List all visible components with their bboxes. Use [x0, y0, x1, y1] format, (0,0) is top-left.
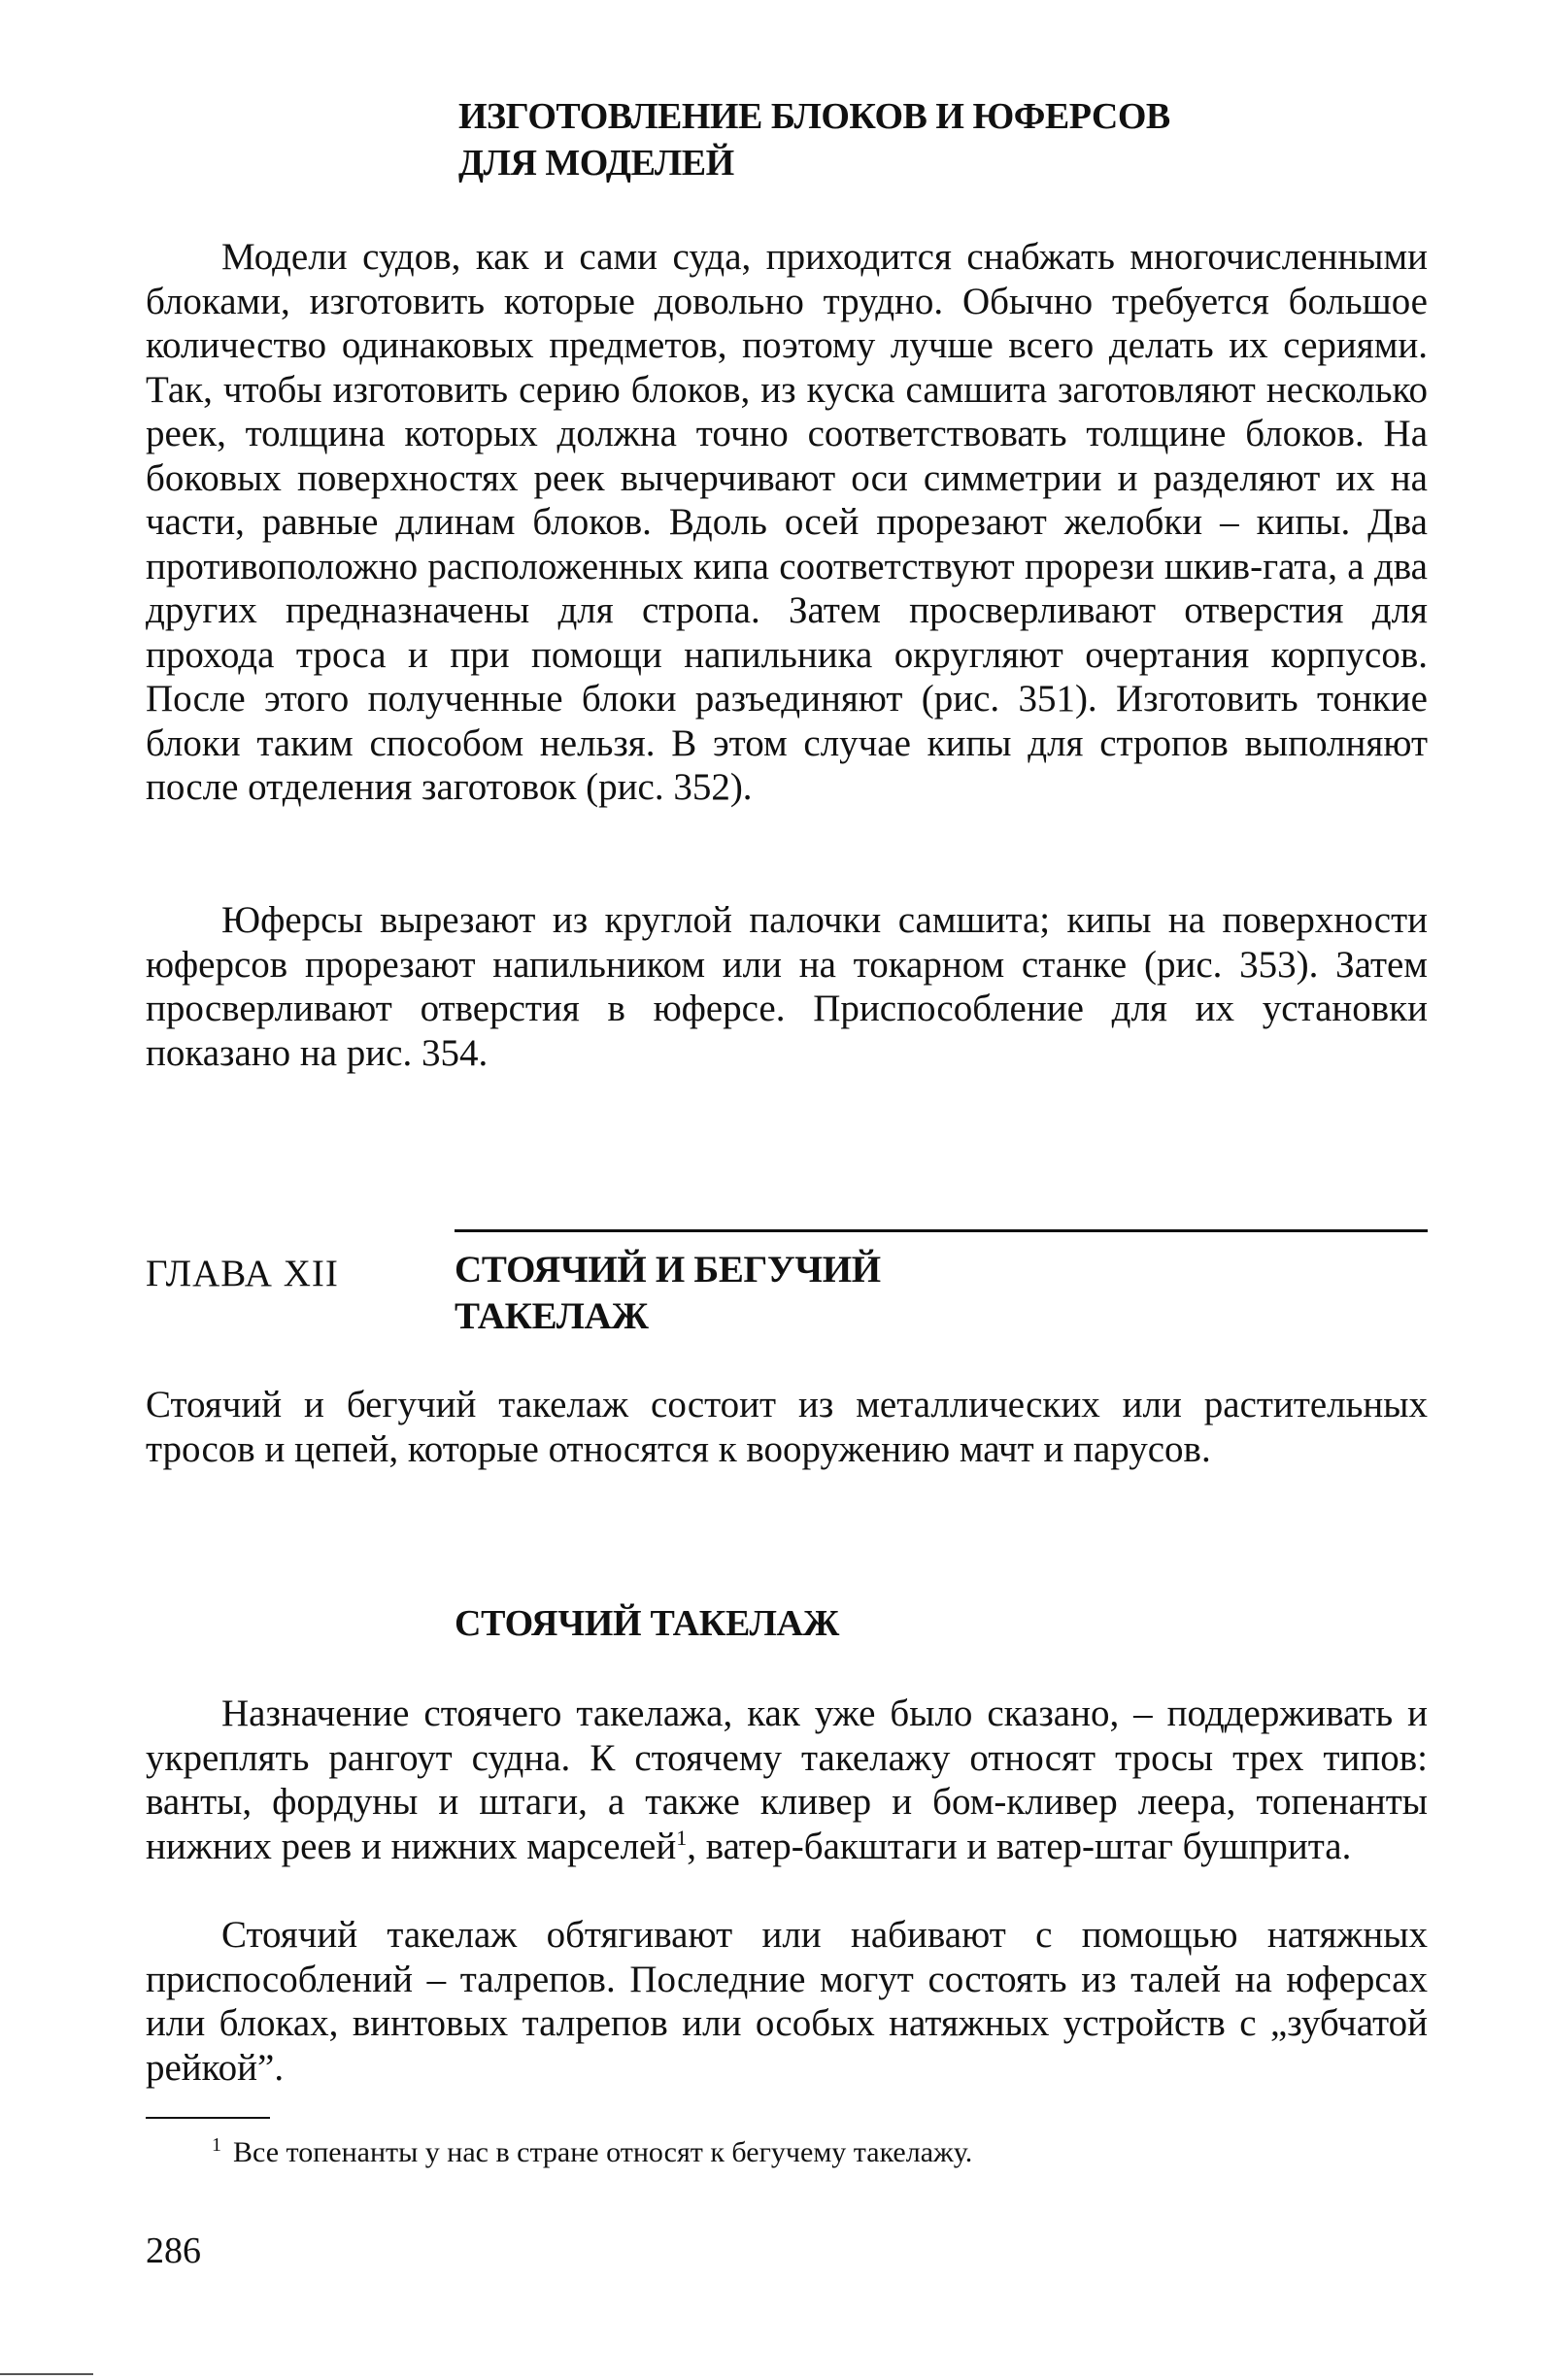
footnote-mark: 1	[212, 2134, 221, 2156]
deadeyes-paragraph: Юферсы вырезают из круглой палочки самшита; кипы на поверхности юферсов прорезают напильником или на токарном станке (рис. 353). Затем просверливают отверстия в юферсе. Приспособление для их установки показано на рис. 354.	[146, 899, 1428, 1074]
scan-edge-line	[0, 2373, 93, 2375]
chapter-intro-paragraph: Стоячий и бегучий такелаж состоит из металлических или растительных тросов и цепей, которые относятся к вооружению мачт и парусов.	[146, 1384, 1428, 1470]
section-title-line-2: ДЛЯ МОДЕЛЕЙ	[458, 143, 734, 184]
chapter-title	[455, 1247, 1134, 1340]
standing-rigging-text-2: , ватер-бакштаги и ватер-штаг бушприта.	[687, 1825, 1352, 1867]
blocks-paragraph: Модели судов, как и сами суда, приходится снабжать многочисленными блоками, изготовить которые довольно трудно. Обычно требуется большое количество одинаковых предметов, поэтому лучше всего делать их сериями. Так, чтобы изготовить серию блоков, из куска самшита заготовляют несколько реек, толщина которых должна точно соответствовать толщине блоков. На боковых поверхностях реек вычерчивают оси симметрии и разделяют их на части, равные длинам блоков. Вдоль осей прорезают желобки – кипы. Два противоположно расположенных кипа соответствуют прорези шкив-гата, а два других предназначены для стропа. Затем просверливают отверстия для прохода троса и при помощи напильника округляют очертания корпусов. После этого полученные блоки разъединяют (рис. 351). Изготовить тонкие блоки таким способом нельзя. В этом случае кипы для стропов выполняют после отделения заготовок (рис. 352).	[146, 236, 1428, 808]
section-title	[458, 93, 1332, 186]
footnote-divider	[146, 2117, 270, 2119]
section-title-line-1: ИЗГОТОВЛЕНИЕ БЛОКОВ И ЮФЕРСОВ	[458, 96, 1170, 137]
standing-rigging-paragraph	[146, 1692, 1428, 1868]
chapter-title-line-2: ТАКЕЛАЖ	[455, 1295, 649, 1337]
chapter-label: ГЛАВА XII	[146, 1253, 339, 1294]
footnote-reference[interactable]: 1	[676, 1825, 688, 1850]
chapter-title-line-1: СТОЯЧИЙ И БЕГУЧИЙ	[455, 1249, 881, 1291]
footnote	[212, 2134, 1377, 2171]
chapter-divider	[455, 1229, 1428, 1232]
lanyards-paragraph: Стоячий такелаж обтягивают или набивают с помощью натяжных приспособлений – талрепов. Последние могут состоять из талей на юферсах или блоках, винтовых талрепов или особых натяжных устройств с „зубчатой рейкой”.	[146, 1914, 1428, 2089]
standing-rigging-heading: СТОЯЧИЙ ТАКЕЛАЖ	[455, 1603, 840, 1644]
standing-rigging-text-1: Назначение стоячего такелажа, как уже было сказано, – поддерживать и укреплять рангоут судна. К стоячему такелажу относят тросы трех типов: ванты, фордуны и штаги, а также кливер и бом-кливер леера, топенанты нижних реев и нижних марселей	[146, 1693, 1428, 1867]
footnote-text: Все топенанты у нас в стране относят к бегучему такелажу.	[233, 2136, 973, 2168]
page-number: 286	[146, 2230, 201, 2271]
